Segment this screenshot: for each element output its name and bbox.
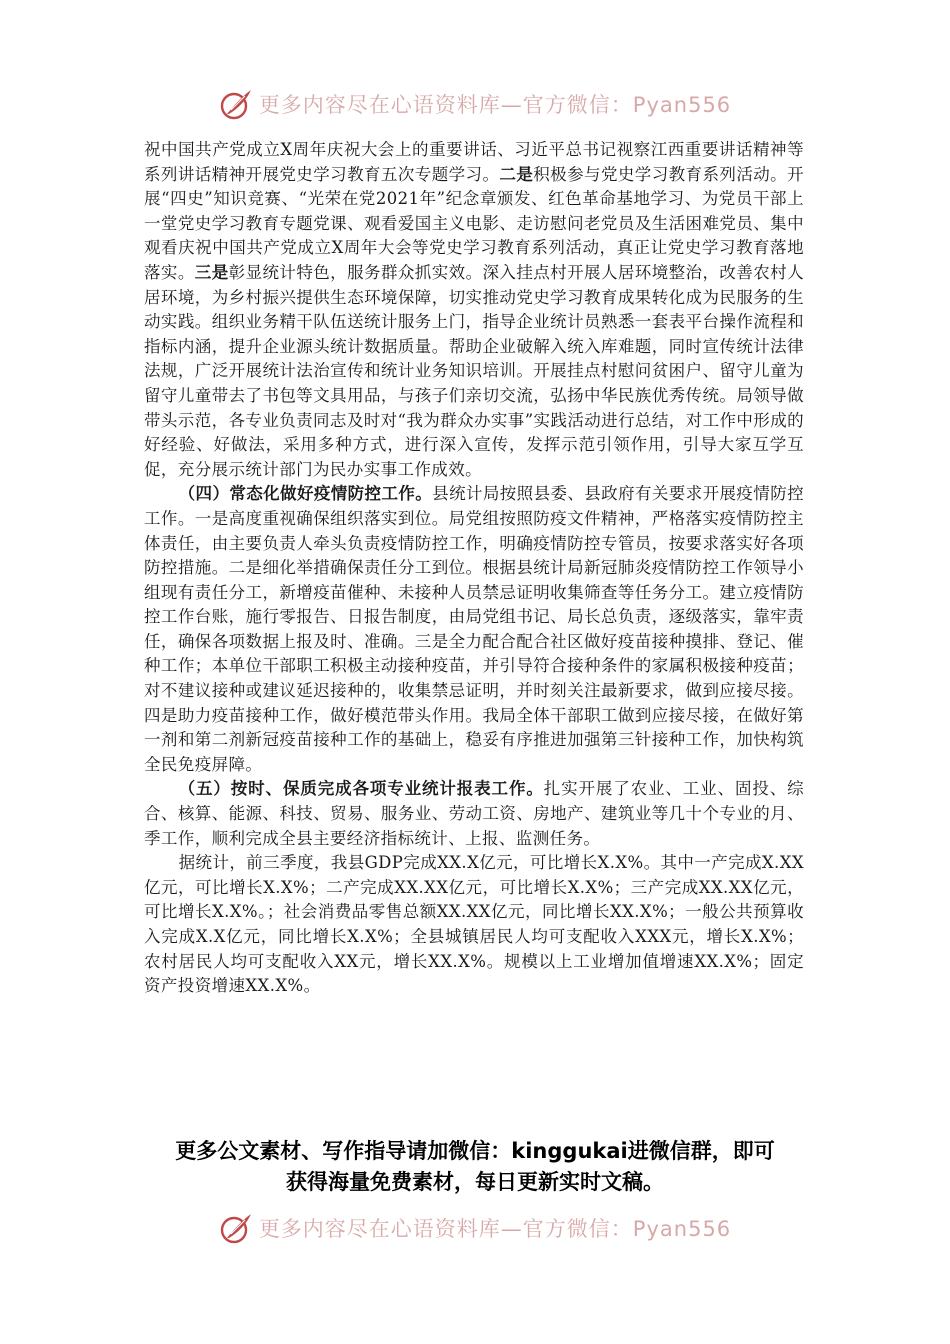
bold-heading-text: （四）常态化做好疫情防控工作。 xyxy=(178,484,433,504)
promo-line: 获得海量免费素材，每日更新实时文稿。 xyxy=(286,1170,664,1194)
body-text: 祝中国共产党成立X周年庆祝大会上的重要讲话、习近平总书记视察江西重要讲话精神等系列讲话精神开展党史学习教育五次专题学习。 xyxy=(144,140,804,184)
feather-pen-logo-icon xyxy=(219,87,253,121)
feather-pen-logo-icon xyxy=(219,1211,253,1245)
bold-heading-text: 二是 xyxy=(499,164,534,184)
bold-heading-text: 三是 xyxy=(194,262,229,282)
body-text: 县统计局按照县委、县政府有关要求开展疫情防控工作。一是高度重视确保组织落实到位。局党组按照防疫文件精神，严格落实疫情防控主体责任，由主要负责人牵头负责疫情防控工作，明确疫情防控专管员，按要求落实好各项防控措施。二是细化举措确保责任分工到位。根据县统计局新冠肺炎疫情防控工作领导小组现有责任分工，新增疫苗催种、未接种人员禁忌证明收集筛查等任务分工。建立疫情防控工作台账，施行零报告、日报告制度，由局党组书记、局长总负责，逐级落实，靠牢责任，确保各项数据上报及时、准确。三是全力配合配合社区做好疫苗接种摸排、登记、催种工作；本单位干部职工积极主动接种疫苗，并引导符合接种条件的家属积极接种疫苗；对不建议接种或建议延迟接种的，收集禁忌证明，并时刻关注最新要求，做到应接尽接。四是助力疫苗接种工作，做好模范带头作用。我局全体干部职工做到应接尽接，在做好第一剂和第二剂新冠疫苗接种工作的基础上，稳妥有序推进加强第三针接种工作，加快构筑全民免疫屏障。 xyxy=(144,484,804,774)
body-text: 据统计，前三季度，我县GDP完成XX.X亿元，可比增长X.X%。其中一产完成X.XX亿元，可比增长X.X%；二产完成XX.XX亿元，可比增长X.X%；三产完成XX.XX亿元，可比增长X.X%。；社会消费品零售总额XX.XX亿元，同比增长XX.X%；一般公共预算收入完成X.X亿元，同比增长X.X%；全县城镇居民人均可支配收入XXX元，增长X.X%；农村居民人均可支配收入XX元，增长XX.X%。规模以上工业增加值增速XX.X%；固定资产投资增速XX.X%。 xyxy=(144,853,804,996)
watermark-header xyxy=(0,84,950,124)
body-text: 彰显统计特色，服务群众抓实效。深入挂点村开展人居环境整治，改善农村人居环境，为乡村振兴提供生态环境保障，切实推动党史学习教育成果转化成为民服务的生动实践。组织业务精干队伍送统计服务上门，指导企业统计员熟悉一套表平台操作流程和指标内涵，提升企业源头统计数据质量。帮助企业破解入统入库难题，同时宣传统计法律法规，广泛开展统计法治宣传和统计业务知识培训。开展挂点村慰问贫困户、留守儿童为留守儿童带去了书包等文具用品，与孩子们亲切交流，弘扬中华民族优秀传统。局领导做带头示范，各专业负责同志及时对“我为群众办实事”实践活动进行总结，对工作中形成的好经验、好做法，采用多种方式，进行深入宣传，发挥示范引领作用，引导大家互学互促，充分展示统计部门为民办实事工作成效。 xyxy=(144,262,805,479)
document-body xyxy=(144,138,804,999)
paragraph xyxy=(144,851,804,999)
watermark-text: 更多内容尽在心语资料库—官方微信：Pyan556 xyxy=(258,93,732,117)
watermark-text: 更多内容尽在心语资料库—官方微信：Pyan556 xyxy=(258,1217,732,1241)
promo-notice xyxy=(140,1136,810,1198)
paragraph xyxy=(144,482,804,777)
paragraph xyxy=(144,777,804,851)
watermark-footer xyxy=(0,1208,950,1248)
body-text: 扎实开展了农业、工业、固投、综合、核算、能源、科技、贸易、服务业、劳动工资、房地产、建筑业等几十个专业的月、季工作，顺利完成全县主要经济指标统计、上报、监测任务。 xyxy=(144,779,804,848)
paragraph xyxy=(144,138,804,482)
body-text: 积极参与党史学习教育系列活动。开展“四史”知识竞赛、“光荣在党2021年”纪念章颁发、红色革命基地学习、为党员干部上一堂党史学习教育专题党课、观看爱国主义电影、走访慰问老党员及生活困难党员、集中观看庆祝中国共产党成立X周年大会等党史学习教育系列活动，真正让党史学习教育落地落实。 xyxy=(144,164,804,282)
bold-heading-text: （五）按时、保质完成各项专业统计报表工作。 xyxy=(178,779,544,799)
promo-line: 更多公文素材、写作指导请加微信：kinggukai进微信群，即可 xyxy=(175,1139,775,1163)
